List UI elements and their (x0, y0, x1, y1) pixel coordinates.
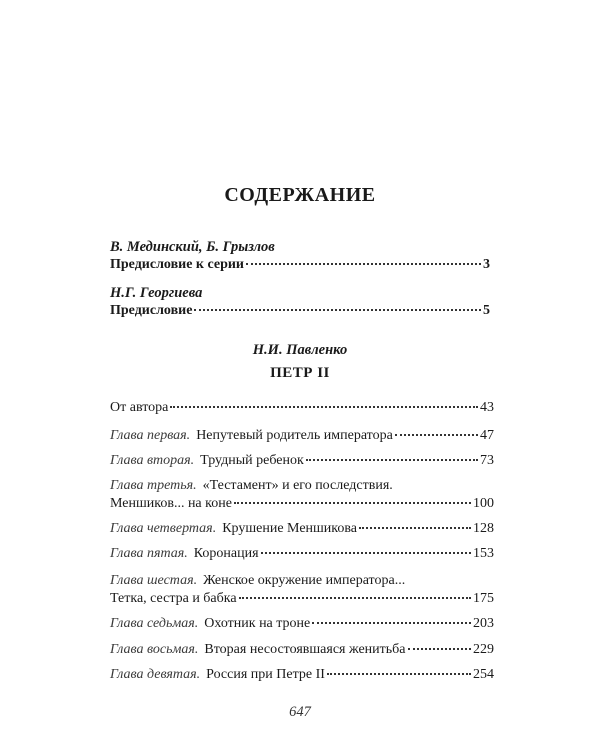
page-number: 254 (473, 667, 494, 682)
page-number: 5 (483, 303, 490, 318)
toc-text: Россия при Петре II (206, 667, 325, 682)
toc-line[interactable] (110, 641, 494, 659)
toc-entry-chapter-8 (110, 641, 494, 659)
toc-entry-chapter-4 (110, 520, 494, 538)
toc-line[interactable] (110, 256, 490, 274)
toc-line[interactable] (110, 590, 494, 608)
toc-text: Предисловие к серии (110, 257, 244, 272)
toc-line[interactable] (110, 572, 494, 590)
dot-leader (234, 502, 471, 504)
chapter-label: Глава девятая. (110, 667, 201, 682)
page-number: 43 (480, 400, 494, 415)
preface-author: В. Мединский, Б. Грызлов (110, 239, 275, 255)
dot-leader (246, 263, 481, 265)
toc-entry-chapter-1 (110, 427, 494, 445)
toc-text: Предисловие (110, 303, 193, 318)
toc-entry-chapter-6 (110, 572, 494, 608)
chapter-label: Глава первая. (110, 428, 191, 443)
page-number: 153 (473, 546, 494, 561)
toc-entry-chapter-9 (110, 666, 494, 684)
dot-leader (306, 459, 478, 461)
toc-text: Крушение Меншикова (222, 521, 358, 536)
preface-entry (110, 238, 490, 274)
page-number: 47 (480, 428, 494, 443)
toc-entry-chapter-5 (110, 545, 494, 563)
dot-leader (170, 406, 478, 408)
toc-line[interactable] (110, 399, 494, 417)
toc-entry-chapter-7 (110, 615, 494, 633)
toc-entry-from-author (110, 399, 494, 417)
dot-leader (194, 309, 481, 311)
toc-text: От автора (110, 400, 169, 415)
dot-leader (239, 597, 471, 599)
preface-entry (110, 284, 490, 320)
toc-text: «Тестамент» и его последствия. (202, 478, 393, 493)
dot-leader (327, 673, 471, 675)
toc-line[interactable] (110, 495, 494, 513)
chapter-label: Глава третья. (110, 478, 197, 493)
page-number: 100 (473, 496, 494, 511)
toc-line[interactable] (110, 615, 494, 633)
toc-line[interactable] (110, 520, 494, 538)
toc-text: Охотник на троне (204, 616, 311, 631)
dot-leader (359, 527, 471, 529)
chapter-label: Глава шестая. (110, 573, 198, 588)
toc-text-continued: Меншиков... на коне (110, 496, 232, 511)
toc-entry-chapter-3 (110, 477, 494, 513)
toc-text: Вторая несостоявшаяся женитьба (204, 642, 406, 657)
page-number: 128 (473, 521, 494, 536)
page-number: 175 (473, 591, 494, 606)
page-number: 73 (480, 453, 494, 468)
chapter-label: Глава пятая. (110, 546, 188, 561)
toc-line[interactable] (110, 545, 494, 563)
chapter-label: Глава четвертая. (110, 521, 217, 536)
chapter-label: Глава седьмая. (110, 616, 199, 631)
toc-line[interactable] (110, 427, 494, 445)
page-number: 203 (473, 616, 494, 631)
toc-text: Непутевый родитель императора (196, 428, 393, 443)
page-title: СОДЕРЖАНИЕ (224, 184, 376, 206)
toc-line[interactable] (110, 477, 494, 495)
page-number: 229 (473, 642, 494, 657)
toc-text: Трудный ребенок (200, 453, 304, 468)
chapter-label: Глава вторая. (110, 453, 195, 468)
toc-line[interactable] (110, 302, 490, 320)
dot-leader (408, 648, 472, 650)
toc-entry-chapter-2 (110, 452, 494, 470)
toc-text: Женское окружение императора... (203, 573, 406, 588)
section-author: Н.И. Павленко (252, 342, 348, 358)
toc-line[interactable] (110, 452, 494, 470)
dot-leader (312, 622, 471, 624)
folio-page-number: 647 (289, 704, 311, 720)
dot-leader (395, 434, 478, 436)
toc-text: Коронация (193, 546, 259, 561)
chapter-label: Глава восьмая. (110, 642, 199, 657)
dot-leader (261, 552, 471, 554)
section-title: ПЕТР II (270, 365, 330, 381)
toc-text-continued: Тетка, сестра и бабка (110, 591, 237, 606)
toc-line[interactable] (110, 666, 494, 684)
preface-author: Н.Г. Георгиева (110, 285, 203, 301)
page-number: 3 (483, 257, 490, 272)
